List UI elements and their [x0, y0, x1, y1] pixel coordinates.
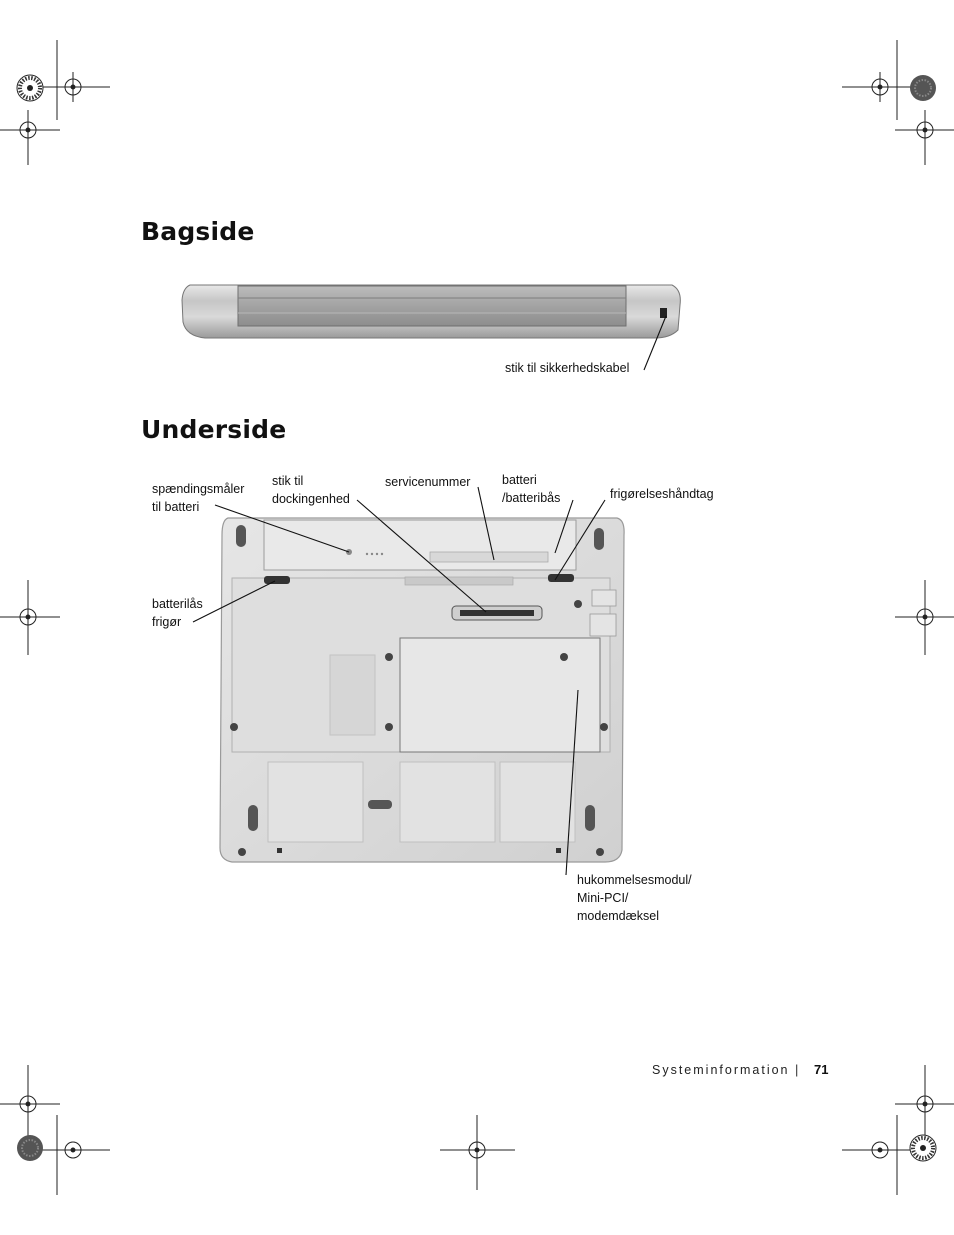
- docking-connector-label-line1: stik til: [272, 474, 304, 488]
- battery-release-label-line2: frigør: [152, 615, 182, 629]
- footer-section-name: Systeminformation: [652, 1063, 790, 1077]
- page-number: 71: [814, 1062, 829, 1077]
- bottom-view-heading: Underside: [141, 415, 287, 444]
- battery-release-label: [152, 595, 203, 631]
- memory-cover-label-line1: hukommelsesmodul/: [577, 873, 692, 887]
- battery-gauge-label: [152, 480, 244, 516]
- battery-bay-label-line1: batteri: [502, 473, 537, 487]
- memory-cover-label-line3: modemdæksel: [577, 909, 659, 923]
- battery-bay-label: [502, 471, 560, 507]
- docking-connector-label-line2: dockingenhed: [272, 492, 350, 506]
- back-view-heading: Bagside: [141, 217, 255, 246]
- docking-connector-label: [272, 472, 350, 508]
- battery-release-label-line1: batterilås: [152, 597, 203, 611]
- memory-cover-label-line2: Mini-PCI/: [577, 891, 629, 905]
- battery-gauge-label-line2: til batteri: [152, 500, 200, 514]
- battery-gauge-label-line1: spændingsmåler: [152, 482, 245, 496]
- memory-cover-label: [577, 871, 692, 925]
- service-tag-label: servicenummer: [385, 475, 471, 489]
- security-cable-label: stik til sikkerhedskabel: [505, 361, 630, 375]
- footer-separator: |: [795, 1062, 799, 1077]
- battery-bay-label-line2: /batteribås: [502, 491, 561, 505]
- release-latch-label: frigørelseshåndtag: [610, 487, 714, 501]
